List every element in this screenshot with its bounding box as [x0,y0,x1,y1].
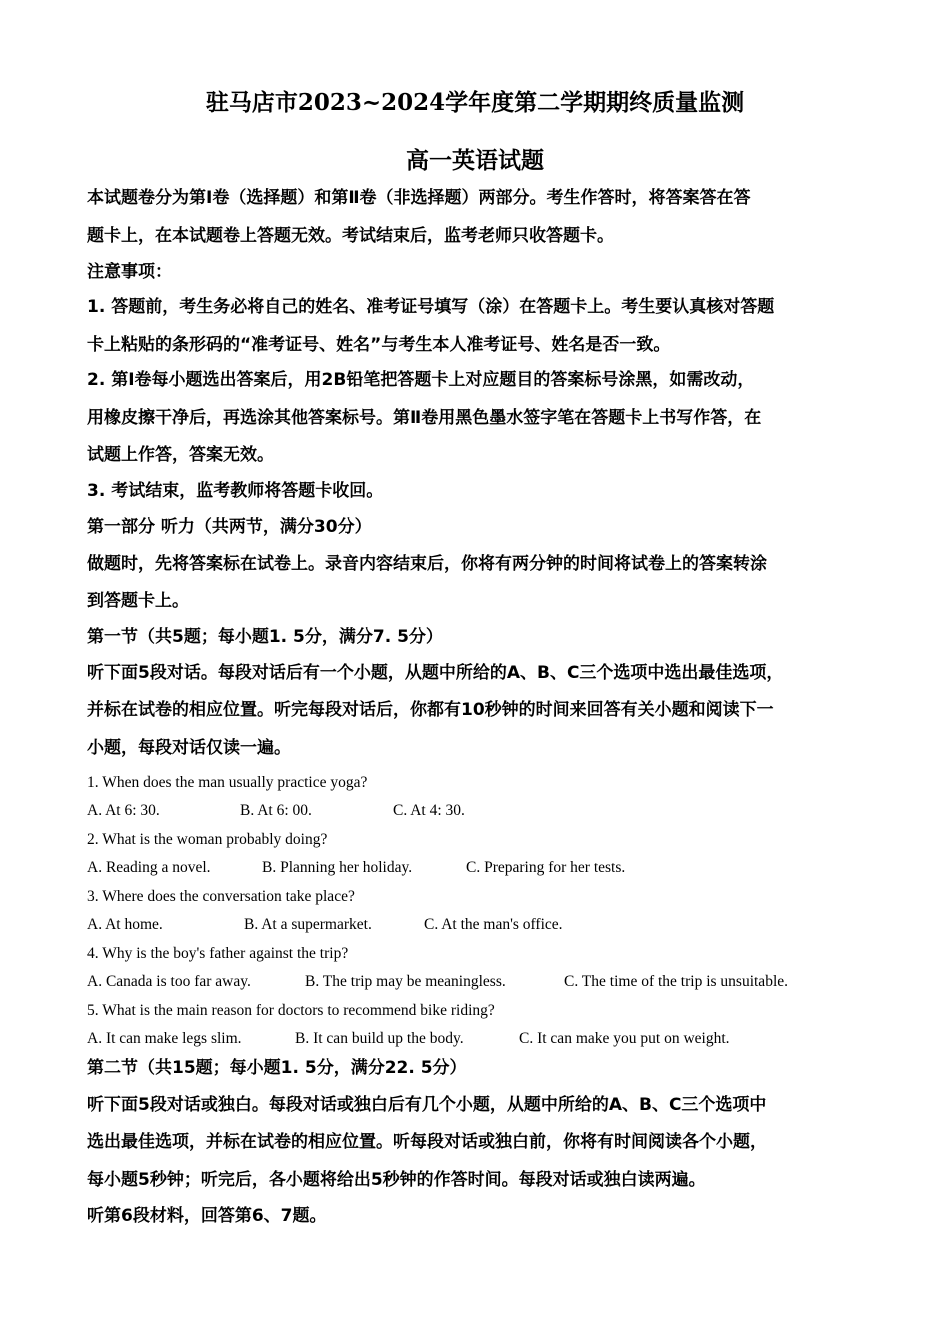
notes-heading: 注意事项： [87,262,172,282]
note-2-line-2: 用橡皮擦干净后，再选涂其他答案标号。第Ⅱ卷用黑色墨水签字笔在答题卡上书写作答，在 [87,408,762,428]
question-2-option-a: A. Reading a novel. [87,859,211,876]
question-5: 5. What is the main reason for doctors to recommend bike riding? [87,1002,495,1019]
question-4: 4. Why is the boy's father against the trip? [87,945,349,962]
note-3: 3. 考试结束，监考教师将答题卡收回。 [87,481,384,501]
part1-instructions-line-2: 到答题卡上。 [87,591,189,611]
section2-instructions-line-3: 每小题5秒钟；听完后，各小题将给出5秒钟的作答时间。每段对话或独白读两遍。 [87,1170,706,1190]
exam-subtitle: 高一英语试题 [406,147,544,174]
section1-instructions-line-2: 并标在试卷的相应位置。听完每段对话后，你都有10秒钟的时间来回答有关小题和阅读下一 [87,700,774,720]
question-2-option-b: B. Planning her holiday. [262,859,413,876]
question-1-option-b: B. At 6: 00. [240,802,312,819]
question-1: 1. When does the man usually practice yoga? [87,774,368,791]
question-2-option-c: C. Preparing for her tests. [466,859,626,876]
question-3: 3. Where does the conversation take place? [87,888,355,905]
question-5-option-a: A. It can make legs slim. [87,1030,242,1047]
question-4-option-b: B. The trip may be meaningless. [305,973,506,990]
section2-material-6: 听第6段材料，回答第6、7题。 [87,1206,327,1226]
question-4-option-c: C. The time of the trip is unsuitable. [564,973,789,990]
part1-instructions-line-1: 做题时，先将答案标在试卷上。录音内容结束后，你将有两分钟的时间将试卷上的答案转涂 [87,554,767,574]
exam-title: 驻马店市2023~2024学年度第二学期期终质量监测 [205,89,745,116]
section1-instructions-line-3: 小题，每段对话仅读一遍。 [87,738,291,758]
part1-heading: 第一部分 听力（共两节，满分30分） [87,517,372,537]
section2-instructions-line-1: 听下面5段对话或独白。每段对话或独白后有几个小题，从题中所给的A、B、C三个选项中 [87,1095,767,1115]
note-2-line-3: 试题上作答，答案无效。 [87,445,274,465]
note-1-line-1: 1. 答题前，考生务必将自己的姓名、准考证号填写（涂）在答题卡上。考生要认真核对答题 [87,297,775,317]
question-4-option-a: A. Canada is too far away. [87,973,251,990]
note-2-line-1: 2. 第Ⅰ卷每小题选出答案后，用2B铅笔把答题卡上对应题目的答案标号涂黑，如需改动， [87,370,755,390]
intro-line-2: 题卡上，在本试题卷上答题无效。考试结束后，监考老师只收答题卡。 [87,226,614,246]
question-5-option-c: C. It can make you put on weight. [519,1030,730,1047]
section1-instructions-line-1: 听下面5段对话。每段对话后有一个小题，从题中所给的A、B、C三个选项中选出最佳选项， [87,663,784,683]
intro-line-1: 本试题卷分为第Ⅰ卷（选择题）和第Ⅱ卷（非选择题）两部分。考生作答时，将答案答在答 [87,188,751,208]
section2-instructions-line-2: 选出最佳选项，并标在试卷的相应位置。听每段对话或独白前，你将有时间阅读各个小题， [87,1132,767,1152]
note-1-line-2: 卡上粘贴的条形码的“准考证号、姓名”与考生本人准考证号、姓名是否一致。 [87,335,671,355]
section1-heading: 第一节（共5题；每小题1. 5分，满分7. 5分） [87,627,443,647]
question-3-option-b: B. At a supermarket. [244,916,372,933]
question-3-option-c: C. At the man's office. [424,916,563,933]
question-5-option-b: B. It can build up the body. [295,1030,464,1047]
question-3-option-a: A. At home. [87,916,163,933]
question-1-option-c: C. At 4: 30. [393,802,465,819]
question-1-option-a: A. At 6: 30. [87,802,160,819]
section2-heading: 第二节（共15题；每小题1. 5分，满分22. 5分） [87,1058,467,1078]
question-2: 2. What is the woman probably doing? [87,831,328,848]
